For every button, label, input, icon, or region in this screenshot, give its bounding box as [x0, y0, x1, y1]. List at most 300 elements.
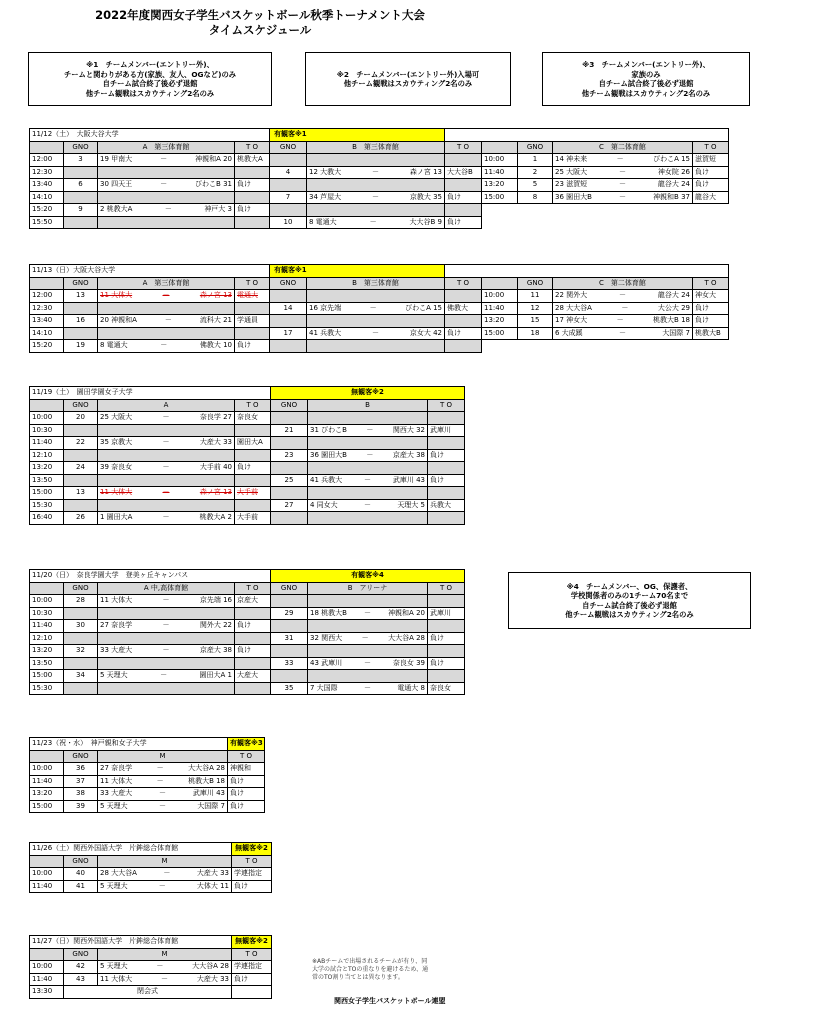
- court-m-header: M: [98, 855, 232, 868]
- time-cell: 13:50: [30, 474, 64, 487]
- time-cell: [482, 216, 518, 229]
- time-cell: 11:40: [30, 437, 64, 450]
- court-c-header: C 第二体育館: [553, 141, 693, 154]
- table-row: [30, 512, 465, 525]
- match-cell: [98, 166, 235, 179]
- vs-dash: －: [164, 205, 172, 214]
- to-cell: 学連指定: [232, 961, 272, 974]
- away-team: 龍谷大 24: [657, 291, 690, 300]
- to-cell: [235, 499, 271, 512]
- match-cell: [553, 216, 693, 229]
- time-cell: 16:40: [30, 512, 64, 525]
- court-a-header: A 中,高体育館: [98, 582, 235, 595]
- to-cell: 京産大: [235, 595, 271, 608]
- match-cell: [98, 179, 235, 192]
- match-cell: [308, 412, 428, 425]
- away-team: 森ノ宮 13: [199, 488, 232, 497]
- gno-cell: 1: [518, 154, 553, 167]
- vs-dash: －: [162, 621, 170, 630]
- court-b-header: B アリーナ: [308, 582, 428, 595]
- footnote: ※ABチームで出場されるチームが有り、同 大学の試合とTOの重なりを避けるため、通 常のTO割り当てとは異なります。: [312, 958, 429, 981]
- to-cell: 奈良女: [235, 412, 271, 425]
- date-label: 11/12（土） 大阪大谷大学: [30, 129, 270, 142]
- court-a-header: A: [98, 399, 235, 412]
- closing-row: [30, 986, 272, 999]
- to-cell: [693, 216, 729, 229]
- gno-cell: [64, 632, 98, 645]
- gno-header: GNO: [270, 277, 307, 290]
- away-team: 大大谷B 9: [409, 217, 442, 226]
- match-cell: [307, 204, 445, 217]
- table-row: [30, 204, 729, 217]
- to-cell: 学通員: [235, 315, 270, 328]
- away-team: 大体大 11: [196, 881, 230, 890]
- match: [310, 475, 425, 486]
- table-row: [30, 179, 729, 192]
- vs-dash: －: [159, 789, 166, 798]
- court-b-header: B: [308, 399, 428, 412]
- to-cell: [235, 424, 271, 437]
- date-label: 11/26（土）関西外国語大学 片鉾総合体育館: [30, 843, 232, 856]
- to-cell: 負け: [428, 632, 465, 645]
- gno-cell: 2: [518, 166, 553, 179]
- vs-dash: －: [158, 881, 166, 890]
- gno-cell: 22: [64, 437, 98, 450]
- time-cell: [482, 340, 518, 353]
- away-team: 奈良女 39: [392, 658, 425, 667]
- court-m-header: M: [98, 948, 232, 961]
- time-cell: 10:30: [30, 607, 64, 620]
- to-cell: 負け: [228, 775, 265, 788]
- rows: [30, 412, 465, 525]
- match-cell: [98, 620, 235, 633]
- to-cell: 負け: [228, 800, 265, 813]
- gno-cell: 35: [271, 682, 308, 695]
- match-cell: [98, 327, 235, 340]
- match: [555, 154, 690, 165]
- audience-badge: 無観客※2: [232, 936, 272, 949]
- match-cell: [308, 424, 428, 437]
- match-cell: [308, 487, 428, 500]
- home-team: 30 四天王: [100, 180, 133, 189]
- time-cell: 14:10: [30, 191, 64, 204]
- vs-dash: －: [369, 303, 377, 312]
- to-cell: 負け: [235, 645, 271, 658]
- home-team: 23 滋賀短: [555, 180, 588, 189]
- match-cell: [98, 632, 235, 645]
- gno-cell: 19: [64, 340, 98, 353]
- time-cell: 11:40: [482, 302, 518, 315]
- table-row: [30, 800, 265, 813]
- gno-cell: 11: [518, 290, 553, 303]
- vs-dash: －: [621, 303, 629, 312]
- note-4: ※4 チームメンバー、OG、保護者、 学校関係者のみの1チーム70名まで 自チーム試合終了後必ず退館 他チーム観戦はスカウティング2名のみ: [508, 572, 751, 629]
- to-cell: [445, 154, 482, 167]
- gno-header: GNO: [518, 277, 553, 290]
- vs-dash: －: [160, 180, 168, 189]
- gno-cell: 28: [64, 595, 98, 608]
- vs-dash: －: [616, 155, 624, 164]
- title-sub: タイムスケジュール: [208, 23, 312, 37]
- to-cell: 負け: [445, 327, 482, 340]
- away-team: びわこA 15: [653, 155, 690, 164]
- gno-cell: [64, 216, 98, 229]
- match: [100, 487, 232, 498]
- match-cell: [553, 204, 693, 217]
- table-row: [30, 670, 465, 683]
- time-cell: 11:40: [30, 880, 64, 893]
- home-team: 11 大体大: [100, 488, 133, 497]
- table-row: [30, 462, 465, 475]
- away-team: 奈良学 27: [199, 413, 232, 422]
- match-cell: [98, 868, 232, 881]
- match: [100, 290, 232, 301]
- gno-cell: [64, 424, 98, 437]
- match: [100, 788, 225, 799]
- to-cell: 大手前: [235, 487, 271, 500]
- vs-dash: －: [162, 488, 170, 497]
- to-cell: 負け: [428, 449, 465, 462]
- gno-cell: [64, 449, 98, 462]
- time-cell: 15:50: [30, 216, 64, 229]
- to-cell: [235, 474, 271, 487]
- to-cell: 負け: [428, 474, 465, 487]
- to-cell: [428, 487, 465, 500]
- match-cell: [307, 179, 445, 192]
- away-team: 神親和B 37: [653, 192, 690, 201]
- match: [555, 290, 690, 301]
- gno-header: GNO: [64, 855, 98, 868]
- to-header: T O: [232, 948, 272, 961]
- to-cell: [693, 340, 729, 353]
- gno-cell: 21: [271, 424, 308, 437]
- gno-cell: 8: [518, 191, 553, 204]
- vs-dash: －: [159, 801, 166, 810]
- gno-cell: [64, 682, 98, 695]
- home-team: 28 大大谷A: [555, 303, 592, 312]
- to-header: T O: [235, 399, 271, 412]
- match: [310, 683, 425, 694]
- time-cell: 14:10: [30, 327, 64, 340]
- table-row: [30, 868, 272, 881]
- home-team: 25 大阪大: [100, 413, 133, 422]
- away-team: 大大谷A 28: [192, 962, 230, 971]
- away-team: 大国際 7: [662, 328, 690, 337]
- gno-cell: 4: [270, 166, 307, 179]
- table-row: [30, 327, 729, 340]
- match: [555, 192, 690, 203]
- gno-header: GNO: [64, 948, 98, 961]
- time-cell: 15:00: [482, 191, 518, 204]
- table-row: [30, 499, 465, 512]
- rows: [30, 868, 272, 893]
- match-cell: [98, 412, 235, 425]
- to-cell: 負け: [445, 191, 482, 204]
- match-cell: [553, 327, 693, 340]
- match: [100, 961, 229, 972]
- to-cell: [235, 607, 271, 620]
- to-cell: 武庫川: [428, 607, 465, 620]
- home-team: 11 大体大: [100, 974, 133, 983]
- match: [100, 620, 232, 631]
- time-cell: 10:00: [30, 868, 64, 881]
- home-team: 4 同女大: [310, 500, 338, 509]
- match-cell: [98, 775, 228, 788]
- match-cell: [98, 645, 235, 658]
- match: [100, 868, 229, 879]
- vs-dash: －: [364, 475, 371, 484]
- match-cell: [98, 595, 235, 608]
- time-cell: 15:00: [30, 487, 64, 500]
- match-cell: [307, 340, 445, 353]
- to-cell: [428, 462, 465, 475]
- home-team: 31 びわこB: [310, 425, 347, 434]
- court-m-header: M: [98, 750, 228, 763]
- to-cell: [235, 682, 271, 695]
- rows: [30, 154, 729, 229]
- away-team: 大手前 40: [199, 463, 232, 472]
- match-cell: [307, 302, 445, 315]
- match-cell: [98, 340, 235, 353]
- match: [555, 179, 690, 190]
- away-team: びわこB 31: [195, 180, 232, 189]
- to-cell: 負け: [693, 166, 729, 179]
- vs-dash: －: [162, 646, 170, 655]
- away-team: 桃教大B 18: [653, 316, 690, 325]
- organizer: 関西女子学生バスケットボール連盟: [334, 997, 446, 1005]
- to-cell: 園田大A: [235, 437, 271, 450]
- home-team: 12 大教大: [309, 167, 342, 176]
- court-b-header: B 第三体育館: [307, 277, 445, 290]
- to-cell: [235, 657, 271, 670]
- match-cell: [98, 682, 235, 695]
- time-cell: 10:00: [30, 961, 64, 974]
- match: [100, 340, 232, 351]
- home-team: 7 大国際: [310, 683, 338, 692]
- date-label: 11/20（日） 奈良学園大学 登美ヶ丘キャンパス: [30, 570, 271, 583]
- table-row: [30, 682, 465, 695]
- home-team: 5 天理大: [100, 671, 128, 680]
- match-cell: [308, 620, 428, 633]
- gno-cell: 3: [64, 154, 98, 167]
- home-team: 22 関外大: [555, 291, 588, 300]
- home-team: 36 園田大B: [555, 192, 592, 201]
- gno-cell: 42: [64, 961, 98, 974]
- schedule-day7: [29, 935, 272, 999]
- table-row: [30, 775, 265, 788]
- gno-cell: [271, 437, 308, 450]
- gno-cell: 36: [64, 763, 98, 776]
- away-team: 関西大 32: [392, 425, 425, 434]
- gno-cell: 27: [271, 499, 308, 512]
- time-cell: 13:50: [30, 657, 64, 670]
- away-team: 電通大 8: [397, 683, 425, 692]
- schedule-day5: [29, 737, 265, 813]
- away-team: 京産大 38: [392, 450, 425, 459]
- time-cell: 15:30: [30, 682, 64, 695]
- to-cell: [445, 340, 482, 353]
- match: [100, 974, 229, 985]
- match-cell: [98, 449, 235, 462]
- note-1: ※1 チームメンバー(エントリー外)、 チームと関わりがある方(家族、友人、OGなど)のみ 自チーム試合終了後必ず退館 他チーム観戦はスカウティング2名のみ: [28, 52, 272, 106]
- table-row: [30, 620, 465, 633]
- time-cell: 11:40: [30, 973, 64, 986]
- home-team: 34 芦屋大: [309, 192, 342, 201]
- away-team: 大産大 33: [196, 869, 229, 878]
- gno-cell: [270, 179, 307, 192]
- to-header: T O: [693, 277, 729, 290]
- gno-cell: 29: [271, 607, 308, 620]
- match-cell: [98, 800, 228, 813]
- gno-header: GNO: [64, 399, 98, 412]
- to-cell: [428, 412, 465, 425]
- to-header: T O: [445, 277, 482, 290]
- away-team: 天理大 5: [397, 500, 425, 509]
- away-team: 武庫川 43: [392, 475, 425, 484]
- match: [100, 595, 232, 606]
- time-cell: 13:20: [30, 462, 64, 475]
- to-cell: 武庫川: [428, 424, 465, 437]
- table-row: [30, 412, 465, 425]
- vs-dash: －: [364, 683, 371, 692]
- schedule-day4: [29, 569, 465, 695]
- match-cell: [553, 191, 693, 204]
- home-team: 5 天理大: [100, 881, 128, 890]
- vs-dash: －: [162, 413, 170, 422]
- court-a-header: A 第三体育館: [98, 141, 235, 154]
- vs-dash: －: [160, 671, 168, 680]
- date-label: 11/13（日）大阪大谷大学: [30, 265, 270, 278]
- match: [100, 801, 225, 812]
- time-cell: 10:00: [30, 595, 64, 608]
- gno-cell: [271, 487, 308, 500]
- table-row: [30, 474, 465, 487]
- table-row: [30, 487, 465, 500]
- match-cell: [98, 961, 232, 974]
- gno-cell: 15: [518, 315, 553, 328]
- match-cell: [553, 290, 693, 303]
- to-header: T O: [445, 141, 482, 154]
- match: [100, 204, 232, 215]
- time-cell: 15:20: [30, 204, 64, 217]
- court-c-header: C 第二体育館: [553, 277, 693, 290]
- home-team: 28 大大谷A: [100, 869, 137, 878]
- gno-cell: [64, 327, 98, 340]
- match-cell: [307, 191, 445, 204]
- audience-badge: 有観客※3: [228, 738, 265, 751]
- vs-dash: －: [364, 500, 371, 509]
- to-cell: 桃教大A: [235, 154, 270, 167]
- match-cell: [308, 657, 428, 670]
- to-cell: 大手前: [235, 512, 271, 525]
- match-cell: [98, 607, 235, 620]
- match-cell: [98, 191, 235, 204]
- table-row: [30, 302, 729, 315]
- match: [310, 450, 425, 461]
- vs-dash: －: [619, 291, 626, 300]
- time-cell: 12:00: [30, 290, 64, 303]
- table-row: [30, 595, 465, 608]
- home-team: 5 天理大: [100, 801, 128, 810]
- match-cell: [98, 657, 235, 670]
- gno-cell: [518, 340, 553, 353]
- vs-dash: －: [160, 155, 168, 164]
- to-cell: 負け: [232, 973, 272, 986]
- table-row: [30, 607, 465, 620]
- match-cell: [98, 670, 235, 683]
- vs-dash: －: [164, 316, 172, 325]
- to-cell: 桃教大B: [693, 327, 729, 340]
- vs-dash: －: [162, 596, 170, 605]
- match-cell: [98, 487, 235, 500]
- to-cell: [445, 315, 482, 328]
- table-row: [30, 424, 465, 437]
- time-cell: 13:20: [30, 788, 64, 801]
- away-team: 森ノ宮 13: [409, 167, 442, 176]
- gno-cell: [270, 290, 307, 303]
- away-team: 森ノ宮 13: [199, 291, 232, 300]
- vs-dash: －: [161, 974, 168, 983]
- audience-badge: 有観客※1: [270, 265, 445, 278]
- to-cell: 奈良女: [428, 682, 465, 695]
- closing-ceremony: 閉会式: [64, 986, 232, 999]
- to-cell: 負け: [235, 204, 270, 217]
- gno-cell: [64, 607, 98, 620]
- gno-cell: [64, 499, 98, 512]
- gno-cell: [518, 204, 553, 217]
- to-cell: [235, 449, 271, 462]
- note-2: ※2 チームメンバー(エントリー外)入場可 他チーム観戦はスカウティング2名のみ: [305, 52, 511, 106]
- to-cell: [235, 216, 270, 229]
- gno-cell: [271, 512, 308, 525]
- away-team: 関外大 22: [199, 621, 232, 630]
- home-team: 2 桃教大A: [100, 205, 133, 214]
- away-team: 大大谷A 28: [388, 633, 425, 642]
- vs-dash: －: [364, 658, 371, 667]
- vs-dash: －: [162, 291, 170, 300]
- to-header: T O: [235, 141, 270, 154]
- to-cell: 学連指定: [232, 868, 272, 881]
- to-cell: 負け: [235, 620, 271, 633]
- time-cell: 15:00: [30, 670, 64, 683]
- to-header: T O: [235, 277, 270, 290]
- vs-dash: －: [361, 633, 369, 642]
- table-row: [30, 191, 729, 204]
- time-cell: 15:00: [482, 327, 518, 340]
- table-row: [30, 340, 729, 353]
- gno-cell: 13: [64, 290, 98, 303]
- table-row: [30, 437, 465, 450]
- match-cell: [307, 327, 445, 340]
- match-cell: [307, 154, 445, 167]
- gno-header: GNO: [271, 582, 308, 595]
- gno-cell: 20: [64, 412, 98, 425]
- away-team: 大公大 29: [657, 303, 690, 312]
- to-cell: [428, 645, 465, 658]
- match-cell: [308, 512, 428, 525]
- gno-header: GNO: [271, 399, 308, 412]
- vs-dash: －: [162, 438, 170, 447]
- away-team: 大産大 33: [196, 974, 229, 983]
- to-cell: 滋賀短: [693, 154, 729, 167]
- match-cell: [308, 474, 428, 487]
- vs-dash: －: [366, 425, 374, 434]
- match: [309, 303, 442, 314]
- away-team: 流科大 21: [199, 316, 232, 325]
- date-label: 11/27（日）関西外国語大学 片鉾総合体育館: [30, 936, 232, 949]
- home-team: 39 奈良女: [100, 463, 133, 472]
- home-team: 11 大体大: [100, 776, 133, 785]
